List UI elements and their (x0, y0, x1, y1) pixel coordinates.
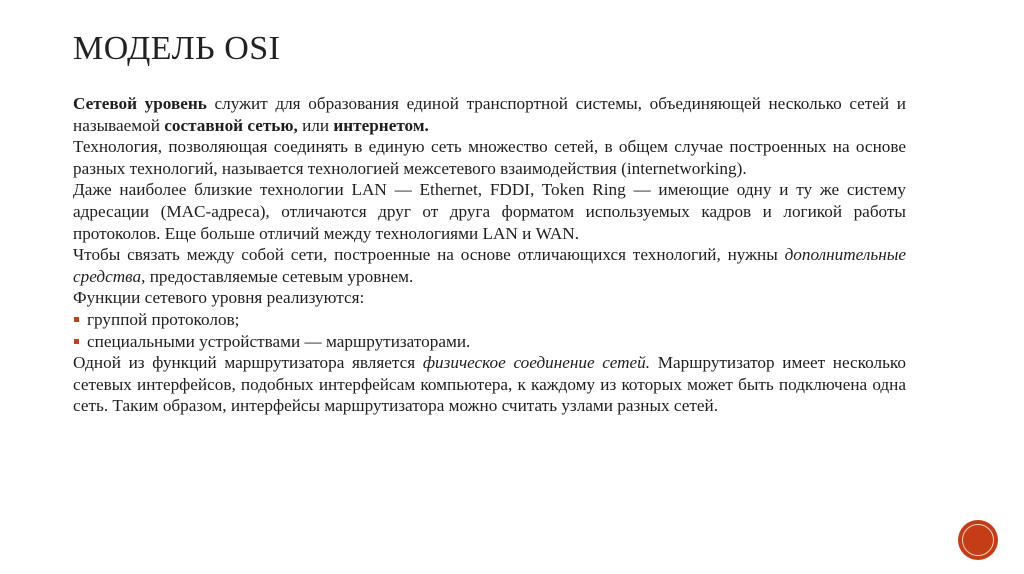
bullet-text: специальными устройствами — маршрутизаторами. (87, 331, 471, 351)
bullet-square-icon (74, 317, 79, 322)
text: Одной из функций маршрутизатора является (73, 353, 423, 373)
italic-term: дополнительные средства, (73, 245, 906, 286)
paragraph-additional-means (73, 244, 906, 287)
text: Маршрутизатор имеет несколько сетевых интерфейсов, подобных интерфейсам компьютера, к каждому из которых может быть подключена одна сеть. Таким образом, интерфейсы маршрутизатора можно считать узлами разных сетей. (73, 353, 906, 416)
text: предоставляемые сетевым уровнем. (145, 266, 414, 286)
bold-term: Сетевой уровень (73, 94, 207, 113)
slide-title: МОДЕЛЬ OSI (73, 30, 281, 67)
paragraph-router (73, 352, 906, 417)
bullet-text: группой протоколов; (87, 309, 240, 329)
slide-body (73, 93, 906, 417)
bullet-item (73, 309, 906, 331)
bold-term: интернетом. (333, 115, 429, 135)
paragraph-internetworking: Технология, позволяющая соединять в единую сеть множество сетей, в общем случае построенных на основе разных технологий, называется технологией межсетевого взаимодействия (internetworking). (73, 137, 906, 178)
text: Чтобы связать между собой сети, построенные на основе отличающихся технологий, нужны (73, 245, 785, 265)
paragraph-network-layer (73, 93, 906, 136)
paragraph-lan-technologies: Даже наиболее близкие технологии LAN — Ethernet, FDDI, Token Ring — имеющие одну и ту же систему адресации (MAC-адреса), отличаются друг от друга форматом используемых кадров и логикой работы протоколов. Еще больше отличий между технологиями LAN и WAN. (73, 180, 906, 243)
bullet-square-icon (74, 339, 79, 344)
text: служит для образования единой транспортной системы, объединяющей несколько сетей и называемой (73, 94, 906, 135)
decorative-circle-icon (959, 521, 997, 559)
paragraph-functions: Функции сетевого уровня реализуются: (73, 288, 365, 308)
bullet-item (73, 331, 906, 353)
bold-term: составной сетью, (164, 115, 298, 135)
text: или (297, 115, 334, 135)
italic-term: физическое соединение сетей. (422, 353, 651, 373)
